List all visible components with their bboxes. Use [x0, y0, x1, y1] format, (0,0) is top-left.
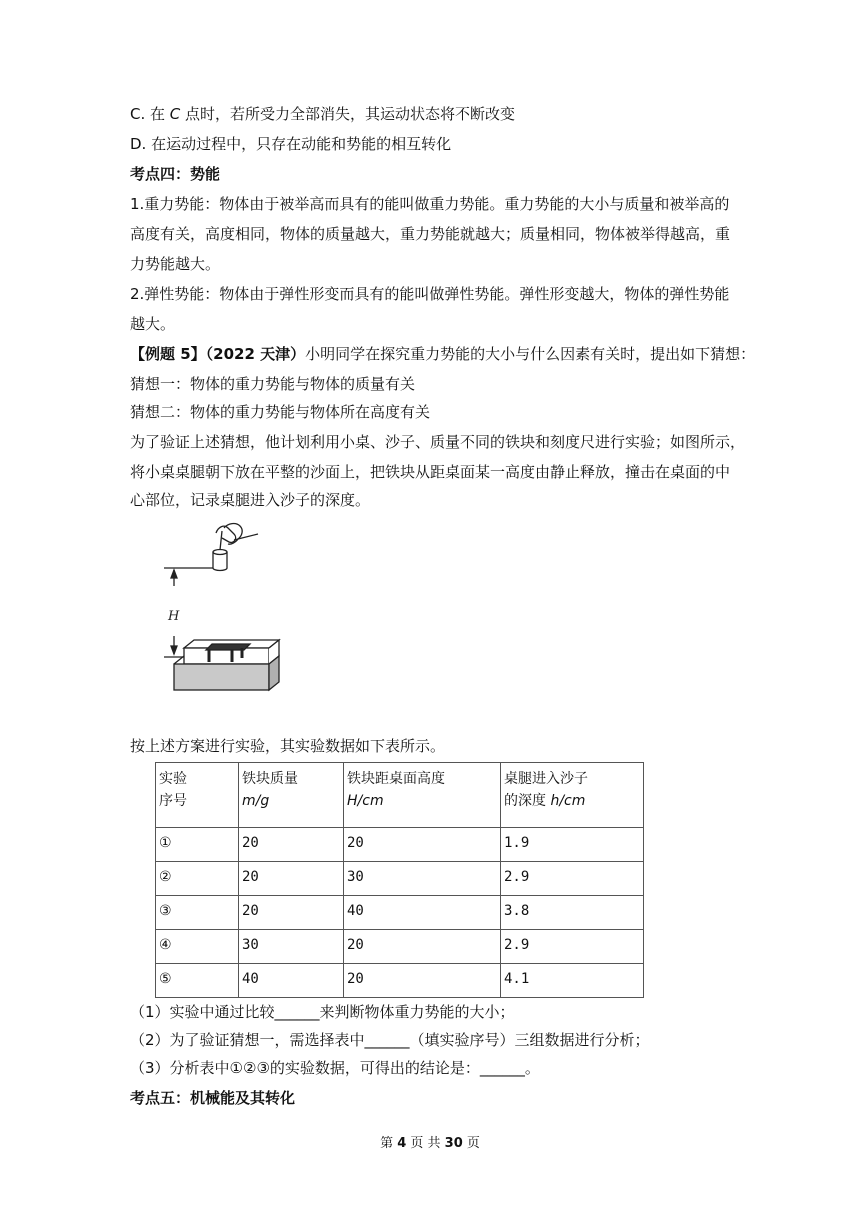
page-footer: 第 4 页 共 30 页 [380, 1136, 480, 1151]
table-intro: 按上述方案进行实验，其实验数据如下表所示。 [130, 737, 446, 755]
table-cell: 40 [239, 964, 344, 998]
section-heading-4: 考点四：势能 [130, 165, 221, 183]
current-page: 4 [397, 1136, 407, 1151]
table-cell: 2.9 [501, 862, 644, 896]
method-line1: 为了验证上述猜想，他计划利用小桌、沙子、质量不同的铁块和刻度尺进行实验；如图所示， [130, 433, 746, 451]
table-row [156, 862, 644, 896]
table-row [156, 896, 644, 930]
total-pages: 30 [444, 1136, 463, 1151]
header-cell: 实验 序号 [156, 763, 239, 828]
table-cell: ⑤ [156, 964, 239, 998]
table-cell: ③ [156, 896, 239, 930]
header-cell: 桌腿进入沙子 的深度 h/cm [501, 763, 644, 828]
table-header-row [156, 763, 644, 828]
table-cell: 20 [344, 964, 501, 998]
table-row [156, 964, 644, 998]
header-cell: 铁块距桌面高度 H/cm [344, 763, 501, 828]
question-2: （2）为了验证猜想一，需选择表中______（填实验序号）三组数据进行分析； [130, 1031, 650, 1049]
guess-one: 猜想一：物体的重力势能与物体的质量有关 [130, 375, 416, 393]
table-cell: 20 [344, 828, 501, 862]
table-cell: 20 [239, 828, 344, 862]
sandbox-base [174, 664, 269, 690]
question-1: （1）实验中通过比较______来判断物体重力势能的大小； [130, 1003, 515, 1021]
arrow-down-icon [171, 646, 177, 654]
table-cell: 40 [344, 896, 501, 930]
table-row [156, 828, 644, 862]
table-cell: 30 [239, 930, 344, 964]
table-cell: 30 [344, 862, 501, 896]
option-d: D. 在运动过程中，只存在动能和势能的相互转化 [130, 135, 452, 153]
table-cell: ④ [156, 930, 239, 964]
example-5-prompt: 【例题 5】（2022 天津）小明同学在探究重力势能的大小与什么因素有关时，提出如下猜想： [130, 345, 756, 363]
table-cell: 4.1 [501, 964, 644, 998]
paragraph-gravity-line2: 高度有关，高度相同，物体的质量越大，重力势能就越大；质量相同，物体被举得越高，重 [130, 225, 731, 243]
iron-block-top [213, 550, 227, 555]
method-line2: 将小桌桌腿朝下放在平整的沙面上，把铁块从距桌面某一高度由静止释放，撞击在桌面的中 [130, 463, 731, 481]
paragraph-gravity-line3: 力势能越大。 [130, 255, 221, 273]
table-cell: 1.9 [501, 828, 644, 862]
data-table [155, 762, 644, 998]
table-row [156, 930, 644, 964]
table-cell: 2.9 [501, 930, 644, 964]
guess-two: 猜想二：物体的重力势能与物体所在高度有关 [130, 403, 431, 421]
paragraph-elastic-line1: 2.弹性势能：物体由于弹性形变而具有的能叫做弹性势能。弹性形变越大，物体的弹性势能 [130, 285, 730, 303]
string-line [220, 531, 222, 550]
arrow-up-icon [171, 570, 177, 578]
table-cell: ① [156, 828, 239, 862]
paragraph-elastic-line2: 越大。 [130, 315, 176, 333]
table-cell: 20 [344, 930, 501, 964]
method-line3: 心部位，记录桌腿进入沙子的深度。 [130, 491, 371, 509]
table-cell: 20 [239, 896, 344, 930]
table-cell: 20 [239, 862, 344, 896]
table-cell: ② [156, 862, 239, 896]
section-heading-5: 考点五：机械能及其转化 [130, 1089, 296, 1107]
example-5-tag: 【例题 5】（2022 天津） [130, 345, 306, 363]
experiment-figure [164, 518, 282, 722]
option-c: C. 在 C 点时，若所受力全部消失，其运动状态将不断改变 [130, 105, 516, 123]
header-cell: 铁块质量 m/g [239, 763, 344, 828]
height-label: H [168, 609, 180, 624]
paragraph-gravity-line1: 1.重力势能：物体由于被举高而具有的能叫做重力势能。重力势能的大小与质量和被举高的 [130, 195, 730, 213]
question-3: （3）分析表中①②③的实验数据，可得出的结论是：______。 [130, 1059, 540, 1077]
table-cell: 3.8 [501, 896, 644, 930]
